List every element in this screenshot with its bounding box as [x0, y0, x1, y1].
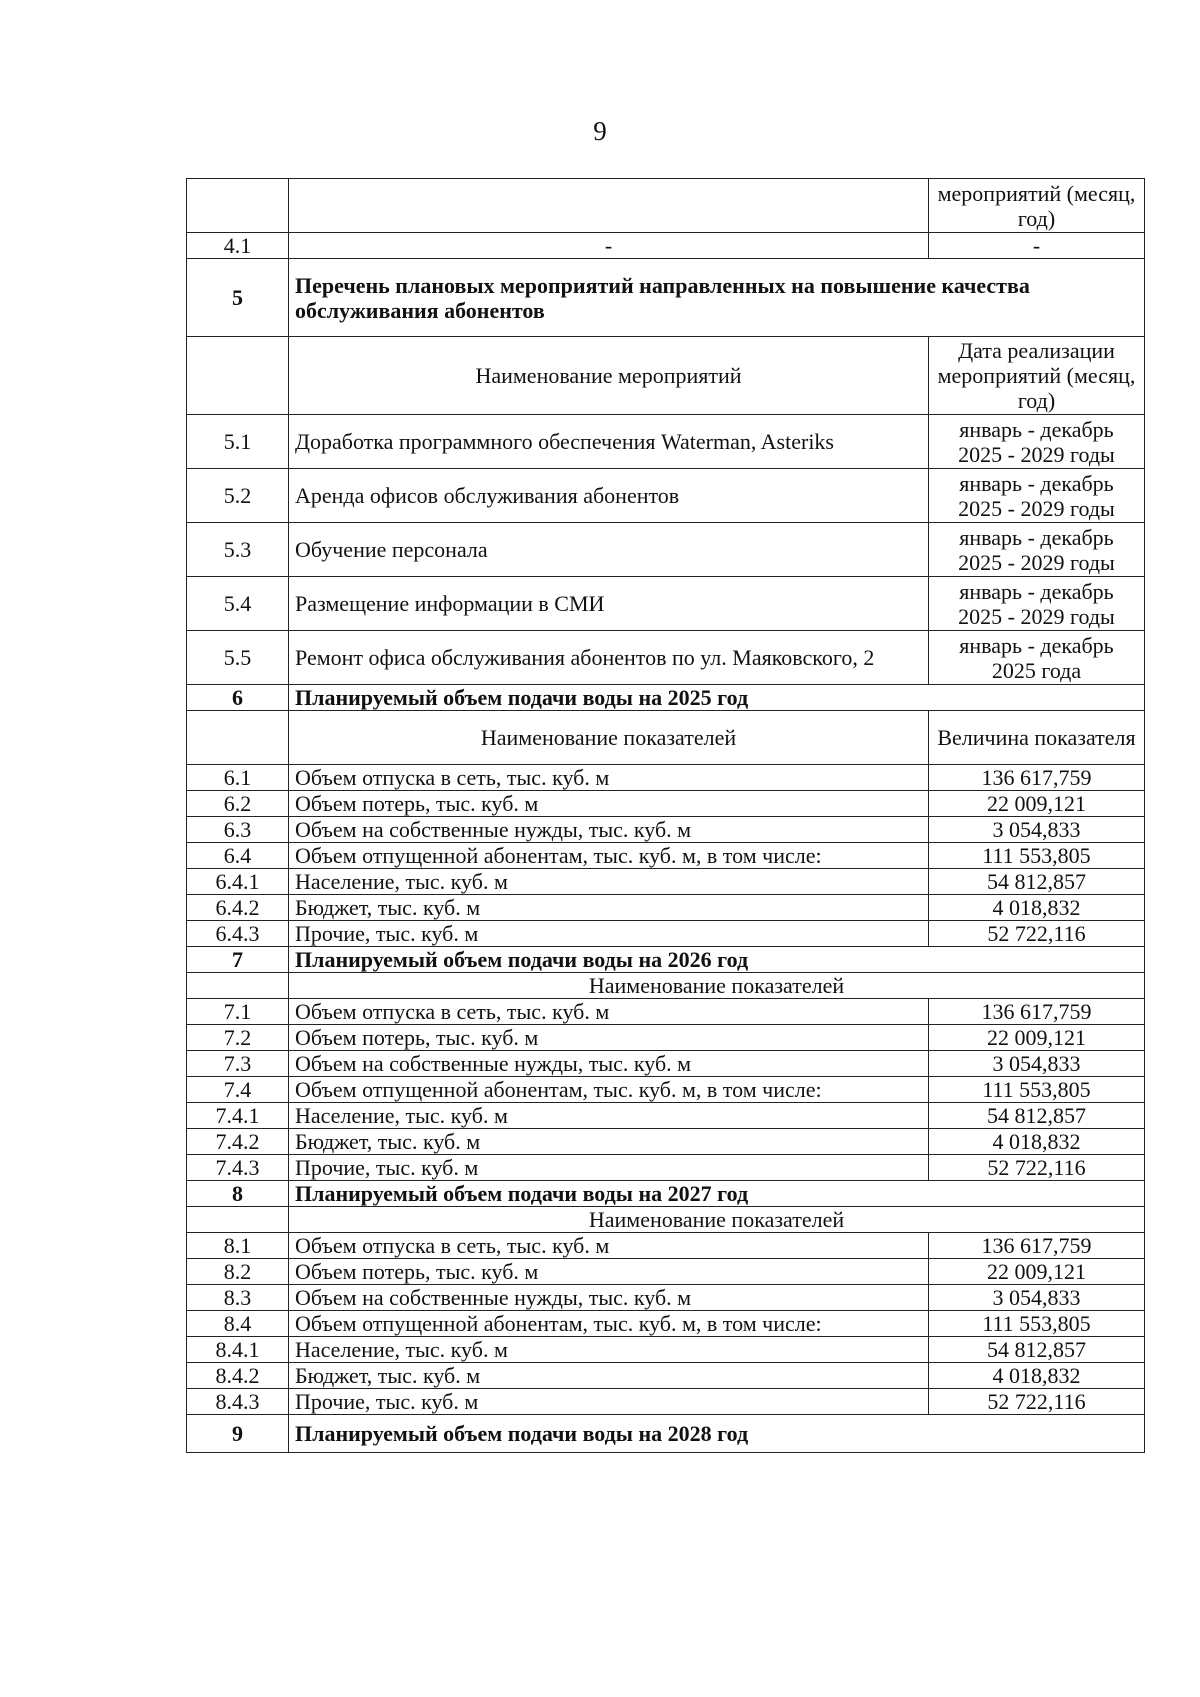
- table-row: [187, 1233, 1145, 1259]
- continuation-header-row: [187, 179, 1145, 233]
- col-value-header: Величина показателя: [929, 711, 1145, 765]
- section-title: Перечень плановых мероприятий направленных на повышение качества обслуживания абонентов: [289, 259, 1145, 337]
- row-name: Объем на собственные нужды, тыс. куб. м: [289, 1285, 929, 1311]
- row-value: 3 054,833: [929, 817, 1145, 843]
- section-title: Планируемый объем подачи воды на 2026 год: [289, 947, 1145, 973]
- table-row: [187, 1363, 1145, 1389]
- section-number: 8: [187, 1181, 289, 1207]
- row-number: 5.2: [187, 469, 289, 523]
- column-header-row: [187, 973, 1145, 999]
- row-number: 6.4.1: [187, 869, 289, 895]
- section-header-row: [187, 1181, 1145, 1207]
- col-name-header: Наименование показателей: [289, 1207, 1145, 1233]
- empty-num-cell: [187, 1207, 289, 1233]
- row-number: 6.2: [187, 791, 289, 817]
- page-number: 9: [593, 116, 607, 146]
- row-value: 52 722,116: [929, 921, 1145, 947]
- row-number: 8.3: [187, 1285, 289, 1311]
- section-number: 6: [187, 685, 289, 711]
- row-value: 136 617,759: [929, 765, 1145, 791]
- row-value: 54 812,857: [929, 869, 1145, 895]
- row-number: 7.4.1: [187, 1103, 289, 1129]
- row-name: Население, тыс. куб. м: [289, 869, 929, 895]
- row-number: 8.4: [187, 1311, 289, 1337]
- table-row: [187, 999, 1145, 1025]
- date-header-tail: мероприятий (месяц, год): [929, 179, 1145, 233]
- table-row: [187, 1129, 1145, 1155]
- row-value: 52 722,116: [929, 1155, 1145, 1181]
- row-value: 136 617,759: [929, 1233, 1145, 1259]
- section-number: 5: [187, 259, 289, 337]
- table-row: [187, 817, 1145, 843]
- row-number: 8.4.3: [187, 1389, 289, 1415]
- section-header-row: [187, 1415, 1145, 1453]
- row-number: 7.4.2: [187, 1129, 289, 1155]
- row-number: 5.3: [187, 523, 289, 577]
- row-number: 7.3: [187, 1051, 289, 1077]
- row-name: Объем потерь, тыс. куб. м: [289, 1025, 929, 1051]
- section-header-row: [187, 685, 1145, 711]
- row-number: 7.2: [187, 1025, 289, 1051]
- column-header-row: [187, 1207, 1145, 1233]
- section-title: Планируемый объем подачи воды на 2025 год: [289, 685, 1145, 711]
- table-row: [187, 1389, 1145, 1415]
- table-row: [187, 1051, 1145, 1077]
- row-number: 7.4.3: [187, 1155, 289, 1181]
- empty-num-cell: [187, 337, 289, 415]
- table-row: [187, 765, 1145, 791]
- row-number: 5.4: [187, 577, 289, 631]
- row-name: Обучение персонала: [289, 523, 929, 577]
- row-date: январь - декабрь 2025 года: [929, 631, 1145, 685]
- table-row: [187, 1337, 1145, 1363]
- row-value: 111 553,805: [929, 1311, 1145, 1337]
- row-value: 52 722,116: [929, 1389, 1145, 1415]
- row-number: 6.1: [187, 765, 289, 791]
- row-number: 8.2: [187, 1259, 289, 1285]
- row-date: -: [929, 233, 1145, 259]
- table-row: [187, 1311, 1145, 1337]
- row-date: январь - декабрь 2025 - 2029 годы: [929, 469, 1145, 523]
- row-number: 4.1: [187, 233, 289, 259]
- table-row: [187, 415, 1145, 469]
- row-name: Объем отпущенной абонентам, тыс. куб. м, в том числе:: [289, 1311, 929, 1337]
- col-name-header: Наименование мероприятий: [289, 337, 929, 415]
- empty-name-cell: [289, 179, 929, 233]
- table-row: [187, 843, 1145, 869]
- table-row: [187, 921, 1145, 947]
- col-date-header: Дата реализации мероприятий (месяц, год): [929, 337, 1145, 415]
- row-date: январь - декабрь 2025 - 2029 годы: [929, 523, 1145, 577]
- row-value: 4 018,832: [929, 1363, 1145, 1389]
- row-number: 5.1: [187, 415, 289, 469]
- row-name: Объем потерь, тыс. куб. м: [289, 1259, 929, 1285]
- row-name: Население, тыс. куб. м: [289, 1337, 929, 1363]
- table-row: [187, 469, 1145, 523]
- section-title: Планируемый объем подачи воды на 2028 год: [289, 1415, 1145, 1453]
- empty-num-cell: [187, 711, 289, 765]
- empty-num-cell: [187, 179, 289, 233]
- table-row: [187, 869, 1145, 895]
- plan-table: [186, 178, 1145, 1453]
- row-name: Прочие, тыс. куб. м: [289, 1155, 929, 1181]
- table-row: [187, 1285, 1145, 1311]
- col-name-header: Наименование показателей: [289, 711, 929, 765]
- row-name: Бюджет, тыс. куб. м: [289, 1129, 929, 1155]
- table-row: [187, 631, 1145, 685]
- row-name: Объем на собственные нужды, тыс. куб. м: [289, 817, 929, 843]
- table-row: [187, 1259, 1145, 1285]
- table-row: [187, 895, 1145, 921]
- row-name: Бюджет, тыс. куб. м: [289, 895, 929, 921]
- row-number: 5.5: [187, 631, 289, 685]
- row-name: Аренда офисов обслуживания абонентов: [289, 469, 929, 523]
- row-value: 22 009,121: [929, 1025, 1145, 1051]
- row-value: 22 009,121: [929, 791, 1145, 817]
- table-row: [187, 1155, 1145, 1181]
- row-name: Объем на собственные нужды, тыс. куб. м: [289, 1051, 929, 1077]
- row-name: Объем отпущенной абонентам, тыс. куб. м, в том числе:: [289, 843, 929, 869]
- row-name: Объем отпуска в сеть, тыс. куб. м: [289, 999, 929, 1025]
- row-number: 7.1: [187, 999, 289, 1025]
- row-name: Объем отпущенной абонентам, тыс. куб. м, в том числе:: [289, 1077, 929, 1103]
- row-value: 3 054,833: [929, 1051, 1145, 1077]
- row-name: Прочие, тыс. куб. м: [289, 1389, 929, 1415]
- row-value: 3 054,833: [929, 1285, 1145, 1311]
- row-name: Объем потерь, тыс. куб. м: [289, 791, 929, 817]
- table-row: [187, 1103, 1145, 1129]
- row-name: Население, тыс. куб. м: [289, 1103, 929, 1129]
- row-name: Бюджет, тыс. куб. м: [289, 1363, 929, 1389]
- table-row: [187, 1077, 1145, 1103]
- empty-num-cell: [187, 973, 289, 999]
- row-date: январь - декабрь 2025 - 2029 годы: [929, 415, 1145, 469]
- table-row: [187, 577, 1145, 631]
- row-number: 8.4.2: [187, 1363, 289, 1389]
- row-name: Объем отпуска в сеть, тыс. куб. м: [289, 1233, 929, 1259]
- row-value: 4 018,832: [929, 895, 1145, 921]
- row-value: 111 553,805: [929, 843, 1145, 869]
- section-number: 7: [187, 947, 289, 973]
- column-header-row: [187, 711, 1145, 765]
- column-header-row: [187, 337, 1145, 415]
- row-date: январь - декабрь 2025 - 2029 годы: [929, 577, 1145, 631]
- row-number: 8.4.1: [187, 1337, 289, 1363]
- row-name: Размещение информации в СМИ: [289, 577, 929, 631]
- row-name: Объем отпуска в сеть, тыс. куб. м: [289, 765, 929, 791]
- row-name: Доработка программного обеспечения Waterman, Asteriks: [289, 415, 929, 469]
- row-value: 54 812,857: [929, 1337, 1145, 1363]
- row-name: -: [289, 233, 929, 259]
- col-name-header: Наименование показателей: [289, 973, 1145, 999]
- section-header-row: [187, 259, 1145, 337]
- row-number: 6.3: [187, 817, 289, 843]
- row-number: 8.1: [187, 1233, 289, 1259]
- section-title: Планируемый объем подачи воды на 2027 год: [289, 1181, 1145, 1207]
- row-value: 136 617,759: [929, 999, 1145, 1025]
- row-number: 6.4.2: [187, 895, 289, 921]
- row-value: 22 009,121: [929, 1259, 1145, 1285]
- table-row: [187, 791, 1145, 817]
- row-number: 6.4: [187, 843, 289, 869]
- row-name: Ремонт офиса обслуживания абонентов по ул. Маяковского, 2: [289, 631, 929, 685]
- section-number: 9: [187, 1415, 289, 1453]
- table-row: [187, 1025, 1145, 1051]
- row-number: 7.4: [187, 1077, 289, 1103]
- section-header-row: [187, 947, 1145, 973]
- row-name: Прочие, тыс. куб. м: [289, 921, 929, 947]
- row-number: 6.4.3: [187, 921, 289, 947]
- table-row: [187, 233, 1145, 259]
- table-row: [187, 523, 1145, 577]
- row-value: 4 018,832: [929, 1129, 1145, 1155]
- row-value: 111 553,805: [929, 1077, 1145, 1103]
- row-value: 54 812,857: [929, 1103, 1145, 1129]
